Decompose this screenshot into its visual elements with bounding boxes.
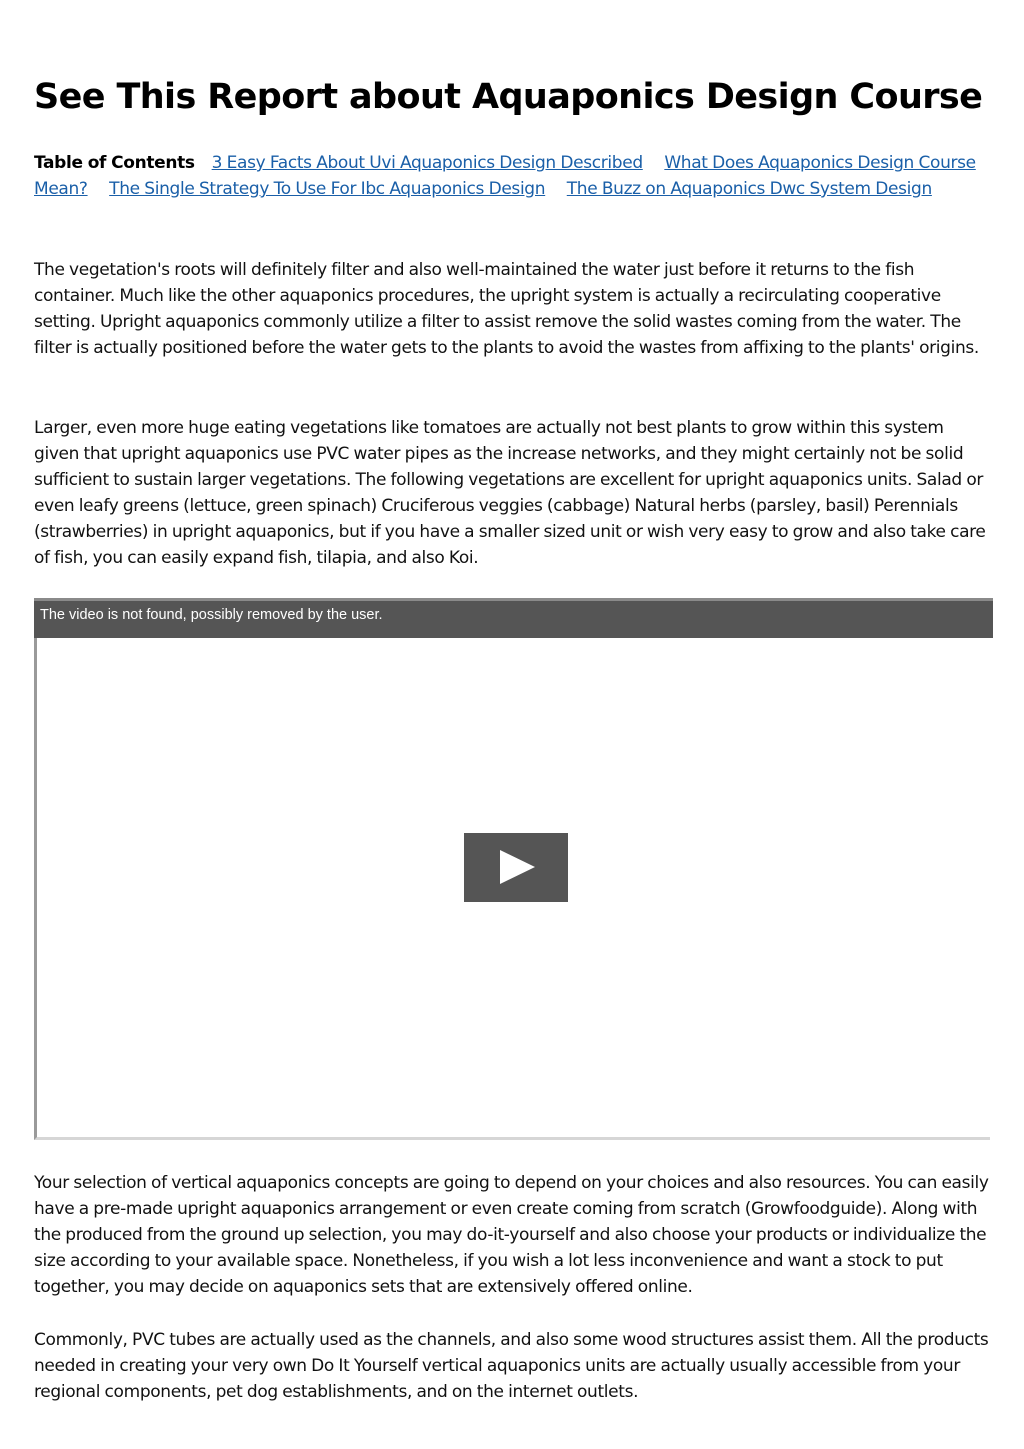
toc-link-4[interactable]: The Buzz on Aquaponics Dwc System Design [566, 179, 932, 199]
video-error-message: The video is not found, possibly removed by the user. [40, 607, 383, 623]
play-icon [464, 833, 568, 902]
play-button[interactable] [464, 833, 568, 902]
paragraph-4: Commonly, PVC tubes are actually used as the channels, and also some wood structures assist them. All the products needed in creating your very own Do It Yourself vertical aquaponics units are actually usually accessible from your regional components, pet dog establishments, and on the internet outlets. [34, 1330, 989, 1402]
toc-link-1[interactable]: 3 Easy Facts About Uvi Aquaponics Design Described [211, 153, 643, 173]
paragraph-1: The vegetation's roots will definitely filter and also well-maintained the water just before it returns to the fish container. Much like the other aquaponics procedures, the upright system is actually a recirculating cooperative setting. Upright aquaponics commonly utilize a filter to assist remove the solid wastes coming from the water. The filter is actually positioned before the water gets to the plants to avoid the wastes from affixing to the plants' origins. [34, 260, 979, 358]
toc-link-3[interactable]: The Single Strategy To Use For Ibc Aquaponics Design [109, 179, 546, 199]
video-title-bar [34, 598, 993, 638]
table-of-contents [34, 150, 990, 202]
page-title: See This Report about Aquaponics Design Course [34, 77, 983, 117]
paragraph-2: Larger, even more huge eating vegetations like tomatoes are actually not best plants to grow within this system given that upright aquaponics use PVC water pipes as the increase networks, and they might certainly not be solid sufficient to sustain larger vegetations. The following vegetations are excellent for upright aquaponics units. Salad or even leafy greens (lettuce, green spinach) Cruciferous veggies (cabbage) Natural herbs (parsley, basil) Perennials (strawberries) in upright aquaponics, but if you have a smaller sized unit or wish very easy to grow and also take care of fish, you can easily expand fish, tilapia, and also Koi. [34, 418, 986, 568]
toc-label: Table of Contents [34, 153, 195, 173]
video-player[interactable] [34, 598, 990, 1140]
paragraph-3: Your selection of vertical aquaponics concepts are going to depend on your choices and also resources. You can easily have a pre-made upright aquaponics arrangement or even create coming from scratch (Growfoodguide). Along with the produced from the ground up selection, you may do-it-yourself and also choose your products or individualize the size according to your available space. Nonetheless, if you wish a lot less inconvenience and want a stock to put together, you may decide on aquaponics sets that are extensively offered online. [34, 1173, 989, 1297]
toc-link-2[interactable]: What Does Aquaponics Design Course Mean? [34, 153, 976, 199]
